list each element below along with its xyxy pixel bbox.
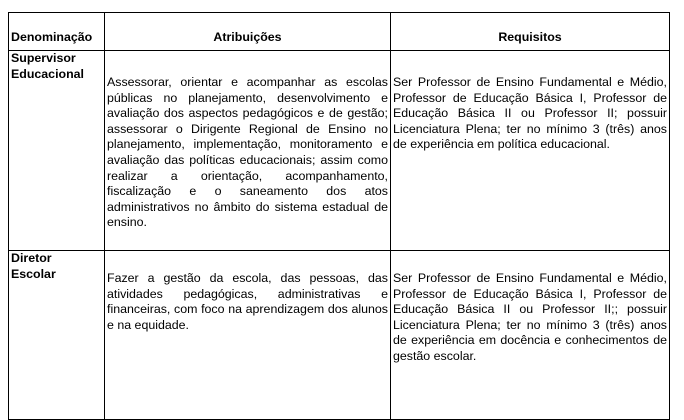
table-header-row <box>9 13 670 51</box>
requisitos-cell: Ser Professor de Ensino Fundamental e Médio, Professor de Educação Básica I, Professor de Educação Básica II ou Professor II;; possuir Licenciatura Plena; ter no mínimo 3 (três) anos de experiência em docência e conhecimentos de gestão escolar. <box>391 251 670 420</box>
role-name-cell <box>9 51 105 251</box>
role-name-line: Escolar <box>11 266 56 281</box>
roles-table <box>8 12 670 420</box>
role-name-line: Supervisor <box>11 51 76 65</box>
role-name-cell <box>9 251 105 420</box>
requisitos-cell: Ser Professor de Ensino Fundamental e Médio, Professor de Educação Básica I, Professor de Educação Básica II ou Professor II; possuir Licenciatura Plena; ter no mínimo 3 (três) anos de experiência em política educacional. <box>391 51 670 251</box>
role-name-line: Educacional <box>11 66 84 81</box>
atribuicoes-cell: Fazer a gestão da escola, das pessoas, das atividades pedagógicas, administrativas e financeiras, com foco na aprendizagem dos alunos e na equidade. <box>105 251 391 420</box>
header-requisitos: Requisitos <box>391 13 670 51</box>
table-row <box>9 251 670 420</box>
role-name-line: Diretor <box>11 251 52 265</box>
header-atribuicoes: Atribuições <box>105 13 391 51</box>
atribuicoes-cell: Assessorar, orientar e acompanhar as escolas públicas no planejamento, desenvolvimento e avaliação dos aspectos pedagógicos e de gestão; assessorar o Dirigente Regional de Ensino no planejamento, implementação, monitoramento e avaliação das políticas educacionais; assim como realizar a orientação, acompanhamento, fiscalização e o saneamento dos atos administrativos no âmbito do sistema estadual de ensino. <box>105 51 391 251</box>
header-denominacao: Denominação <box>9 13 105 51</box>
table-row <box>9 51 670 251</box>
